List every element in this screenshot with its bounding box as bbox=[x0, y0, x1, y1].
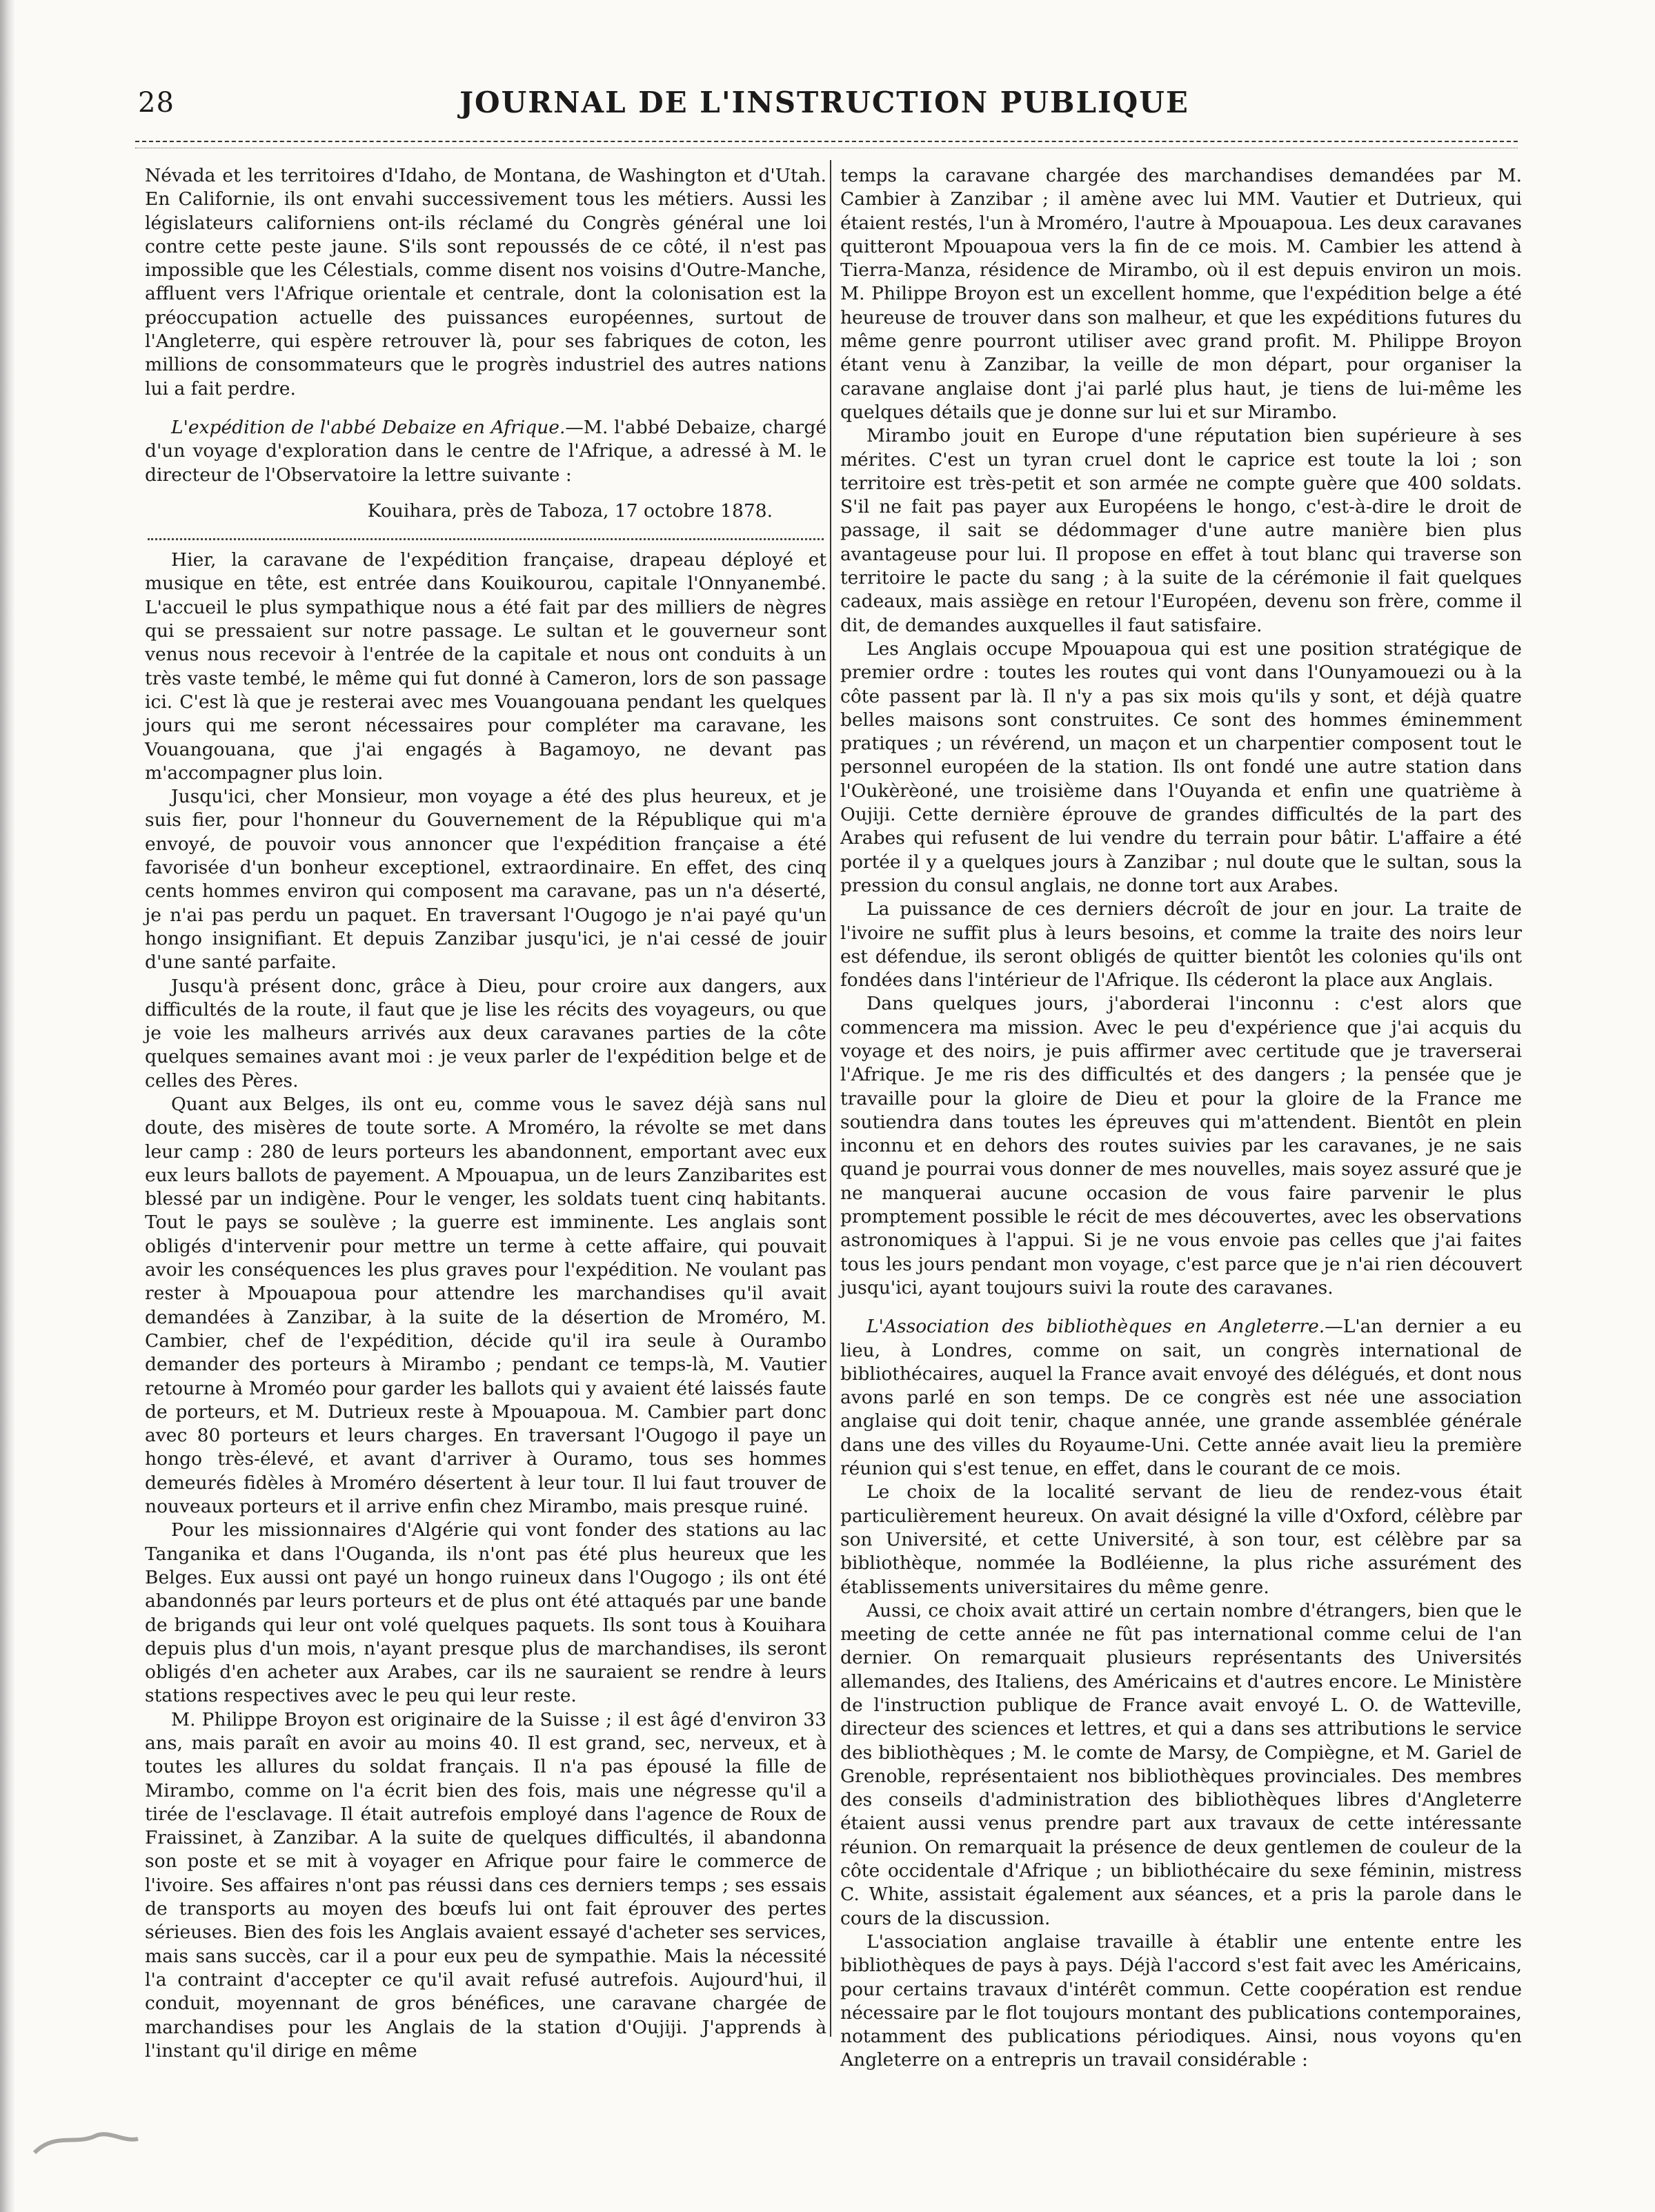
paragraph: Pour les missionnaires d'Algérie qui vont fonder des stations au lac Tanganika et dans l'Ouganda, ils n'ont pas été plus heureux que les Belges. Eux aussi ont payé un hongo ruineux dans l'Ougogo ; ils ont été abandonnés par leurs porteurs et de plus ont été attaqués par une bande de brigands qui leur ont volé quelques paquets. Ils sont tous à Kouihara depuis plus d'un mois, n'ayant presque plus de marchandises, ils seront obligés d'en acheter aux Arabes, car ils ne sauraient se rendre à leurs stations respectives avec le peu qui leur reste. bbox=[145, 1519, 826, 1707]
section-lead: —M. l'abbé Debaize, chargé d'un voyage d'exploration dans le centre de l'Afrique, a adressé à M. le directeur de l'Observatoire la lettre suivante : bbox=[145, 416, 826, 486]
paragraph bbox=[840, 1315, 1522, 1481]
ink-smudge bbox=[28, 2111, 166, 2166]
section-lead: —L'an dernier a eu lieu, à Londres, comme on sait, un congrès international de bibliothécaires, auquel la France avait envoyé des délégués, et dont nous avons parlé en son temps. De ce congrès est née une association anglaise qui doit tenir, chaque année, une grande assemblée générale dans une des villes du Royaume-Uni. Cette année avait lieu la première réunion qui s'est tenue, en effet, dans le courant de ce mois. bbox=[840, 1316, 1522, 1480]
letter-dateline: Kouihara, près de Taboza, 17 octobre 1878. bbox=[367, 500, 773, 522]
paragraph bbox=[145, 416, 826, 487]
running-title: JOURNAL DE L'INSTRUCTION PUBLIQUE bbox=[459, 86, 1189, 119]
paragraph: Hier, la caravane de l'expédition française, drapeau déployé et musique en tête, est entrée dans Kouikourou, capitale l'Onnyanembé. L'accueil le plus sympathique nous a été fait par des milliers de nègres qui se pressaient sur notre passage. Le sultan et le gouverneur sont venus nous recevoir à l'entrée de la capitale et nous ont conduits à un très vaste tembé, le même qui fut donné à Cameron, lors de son passage ici. C'est là que je resterai avec mes Vouangouana pendant les quelques jours qui me seront nécessaires pour compléter ma caravane, les Vouangouana, que j'ai engagés à Bagamoyo, ne devant pas m'accompagner plus loin. bbox=[145, 549, 826, 784]
section-gap bbox=[145, 401, 826, 416]
section-gap bbox=[840, 1300, 1522, 1315]
page-number: 28 bbox=[138, 87, 175, 119]
paragraph: Aussi, ce choix avait attiré un certain nombre d'étrangers, bien que le meeting de cette année ne fût pas international comme celui de l'an dernier. On remarquait plusieurs représentants des Universités allemandes, des Italiens, des Américains et d'autres encore. Le Ministère de l'instruction publique de France avait envoyé L. O. de Watteville, directeur des sciences et lettres, et qui a dans ses attributions le service des bibliothèques ; M. le comte de Marsy, de Compiègne, et M. Gariel de Grenoble, représentaient nos bibliothèques provinciales. Des membres des conseils d'administration des bibliothèques libres d'Angleterre étaient aussi venus prendre part aux travaux de cette intéressante réunion. On remarquait la présence de deux gentlemen de couleur de la côte occidentale d'Afrique ; un bibliothécaire du sexe féminin, mistress C. White, assistait également aux séances, et a pris la parole dans le cours de la discussion. bbox=[840, 1599, 1522, 1929]
dotted-separator bbox=[148, 538, 824, 540]
paragraph: temps la caravane chargée des marchandises demandées par M. Cambier à Zanzibar ; il amène avec lui MM. Vautier et Dutrieux, qui étaient restés, l'un à Mroméro, l'autre à Mpouapoua. Les deux caravanes quitteront Mpouapoua vers la fin de ce mois. M. Cambier les attend à Tierra-Manza, résidence de Mirambo, où il est depuis environ un mois. M. Philippe Broyon est un excellent homme, que l'expédition belge a été heureuse de trouver dans son malheur, et que les expéditions futures du même genre pourront utiliser avec grand profit. M. Philippe Broyon étant venu à Zanzibar, la veille de mon départ, pour organiser la caravane anglaise dont j'ai parlé plus haut, je tiens de lui-même les quelques détails que je donne sur lui et sur Mirambo. bbox=[840, 165, 1522, 423]
binding-edge-shadow bbox=[0, 0, 15, 2212]
left-column bbox=[145, 164, 826, 2063]
paragraph: Névada et les territoires d'Idaho, de Montana, de Washington et d'Utah. En Californie, ils ont envahi successivement tous les métiers. Aussi les législateurs californiens ont-ils réclamé du Congrès général une loi contre cette peste jaune. S'ils sont repoussés de ce côté, il n'est pas impossible que les Célestials, comme disent nos voisins d'Outre-Manche, affluent vers l'Afrique orientale et centrale, dont la colonisation est la préoccupation actuelle des puissances européennes, surtout de l'Angleterre, qui espère retrouver là, pour ses fabriques de coton, les millions de consommateurs que le progrès industriel des autres nations lui a fait perdre. bbox=[145, 165, 826, 399]
right-column bbox=[840, 164, 1522, 2073]
paragraph: Mirambo jouit en Europe d'une réputation bien supérieure à ses mérites. C'est un tyran cruel dont le caprice est toute la loi ; son territoire est très-petit et son armée ne compte guère que 400 soldats. S'il ne fait pas payer aux Européens le hongo, c'est-à-dire le droit de passage, il sait se dédommager d'une autre manière bien plus avantageuse pour lui. Il propose en effet à tout blanc qui traverse son territoire le pacte du sang ; à la suite de la cérémonie il fait quelques cadeaux, mais assiège en retour l'Européen, devenu son frère, comme il dit, de demandes auxquelles il faut satisfaire. bbox=[840, 425, 1522, 636]
column-divider bbox=[830, 160, 831, 2037]
paragraph: Quant aux Belges, ils ont eu, comme vous le savez déjà sans nul doute, des misères de toute sorte. A Mroméro, la révolte se met dans leur camp : 280 de leurs porteurs les abandonnent, emportant avec eux eux leurs ballots de payement. A Mpouapua, un de leurs Zanzibarites est blessé par un indigène. Pour le venger, les soldats tuent cinq habitants. Tout le pays se soulève ; la guerre est imminente. Les anglais sont obligés d'intervenir pour mettre un terme à cette affaire, qui pouvait avoir les conséquences les plus graves pour l'expédition. Ne voulant pas rester à Mpouapoua pour attendre les marchandises qu'il avait demandées à Zanzibar, à la suite de la désertion de Mroméro, M. Cambier, chef de l'expédition, décide qu'il ira seule à Ourambo demander des porteurs à Mirambo ; pendant ce temps-là, M. Vautier retourne à Mroméo pour garder les ballots qui y avaient été laissés faute de porteurs, et M. Dutrieux reste à Mpouapoua. M. Cambier part donc avec 80 porteurs et leurs charges. En traversant l'Ougogo il paye un hongo très-élevé, et avant d'arriver à Ouramo, tous ses hommes demeurés fidèles à Mroméro désertent à leur tour. Il lui faut trouver de nouveaux porteurs et il arrive enfin chez Mirambo, mais presque ruiné. bbox=[145, 1093, 826, 1518]
paragraph: Le choix de la localité servant de lieu de rendez-vous était particulièrement heureux. On avait désigné la ville d'Oxford, célèbre par son Université, et cette Université, à son tour, est célèbre par sa bibliothèque, nommée la Bodléienne, la plus riche assurément des établissements universitaires du même genre. bbox=[840, 1481, 1522, 1598]
paragraph: M. Philippe Broyon est originaire de la Suisse ; il est âgé d'environ 33 ans, mais paraît en avoir au moins 40. Il est grand, sec, nerveux, et à toutes les allures du soldat français. Il n'a pas épousé la fille de Mirambo, comme on l'a écrit bien des fois, mais une négresse qu'il a tirée de l'esclavage. Il était autrefois employé dans l'agence de Roux de Fraissinet, à Zanzibar. A la suite de quelques difficultés, il abandonna son poste et se mit à voyager en Afrique pour faire le commerce de l'ivoire. Ses affaires n'ont pas réussi dans ces derniers temps ; ses essais de transports au moyen des bœufs lui ont fait éprouver des pertes sérieuses. Bien des fois les Anglais avaient essayé d'acheter ses services, mais sans succès, car il a pour eux peu de sympathie. Mais la nécessité l'a contraint d'accepter ce qu'il avait refusé autrefois. Aujourd'hui, il conduit, moyennant de gros bénéfices, une caravane chargée de marchandises pour les Anglais de la station d'Oujiji. J'apprends à l'instant qu'il dirige en même bbox=[145, 1708, 826, 2062]
section-heading: L'expédition de l'abbé Debaize en Afrique. bbox=[171, 416, 566, 438]
paragraph: L'association anglaise travaille à établir une entente entre les bibliothèques de pays à pays. Déjà l'accord s'est fait avec les Américains, pour certains travaux d'intérêt commun. Cette coopération est rendue nécessaire par le flot toujours montant des publications contemporaines, notamment des publications périodiques. Ainsi, nous voyons qu'en Angleterre on a entrepris un travail considérable : bbox=[840, 1930, 1522, 2071]
paragraph: Jusqu'ici, cher Monsieur, mon voyage a été des plus heureux, et je suis fier, pour l'honneur du Gouvernement de la République qui m'a envoyé, de pouvoir vous annoncer que l'expédition française a été favorisée d'un bonheur exceptionel, extraordinaire. En effet, des cinq cents hommes environ qui composent ma caravane, pas un n'a déserté, je n'ai pas perdu un paquet. En traversant l'Ougogo je n'ai payé qu'un hongo insignifiant. Et depuis Zanzibar jusqu'ici, je n'ai cessé de jouir d'une santé parfaite. bbox=[145, 786, 826, 974]
page-header bbox=[138, 81, 1511, 130]
paragraph: Les Anglais occupe Mpouapoua qui est une position stratégique de premier ordre : toutes les routes qui vont dans l'Ounyamouezi ou à la côte passent par là. Il n'y a pas six mois qu'ils y sont, et déjà quatre belles maisons sont construites. Ce sont des hommes éminemment pratiques ; un révérend, un maçon et un charpentier composent tout le personnel européen de la station. Ils ont fondé une autre station dans l'Oukèrèoné, une troisième dans l'Ouyanda et enfin une quatrième à Oujiji. Cette dernière éprouve de grandes difficultés de la part des Arabes qui refusent de lui vendre du terrain pour bâtir. L'affaire a été portée il y a quelques jours à Zanzibar ; nul doute que le sultan, sous la pression du consul anglais, ne donne tort aux Arabes. bbox=[840, 638, 1522, 896]
section-heading: L'Association des bibliothèques en Angleterre. bbox=[866, 1316, 1325, 1338]
paragraph: Dans quelques jours, j'aborderai l'inconnu : c'est alors que commencera ma mission. Avec le peu d'expérience que j'ai acquis du voyage et des noirs, je puis affirmer avec certitude que je traverserai l'Afrique. Je me ris des difficultés et des dangers ; la pensée que je travaille pour la gloire de Dieu et pour la gloire de la France me soutiendra dans toutes les épreuves qui m'attendent. Bientôt en plein inconnu et en dehors des routes suivies par les caravanes, je ne sais quand je pourrai vous donner de mes nouvelles, mais soyez assuré que je ne manquerai aucune occasion de vous faire parvenir le plus promptement possible le récit de mes découvertes, avec les observations astronomiques à l'appui. Si je ne vous envoie pas celles que j'ai faites tous les jours pendant mon voyage, c'est parce que je n'ai rien découvert jusqu'ici, ayant toujours suivi la route des caravanes. bbox=[840, 993, 1522, 1298]
paragraph: La puissance de ces derniers décroît de jour en jour. La traite de l'ivoire ne suffit plus à leurs besoins, et comme la traite des noirs leur est défendue, ils seront obligés de quitter bientôt les colonies qu'ils ont fondées dans l'intérieur de l'Afrique. Ils céderont la place aux Anglais. bbox=[840, 898, 1522, 991]
header-rule bbox=[135, 141, 1518, 142]
paragraph: Jusqu'à présent donc, grâce à Dieu, pour croire aux dangers, aux difficultés de la route, il faut que je lise les récits des voyageurs, ou que je voie les malheurs arrivés aux deux caravanes parties de la côte quelques semaines avant moi : je veux parler de l'expédition belge et de celles des Pères. bbox=[145, 975, 826, 1092]
